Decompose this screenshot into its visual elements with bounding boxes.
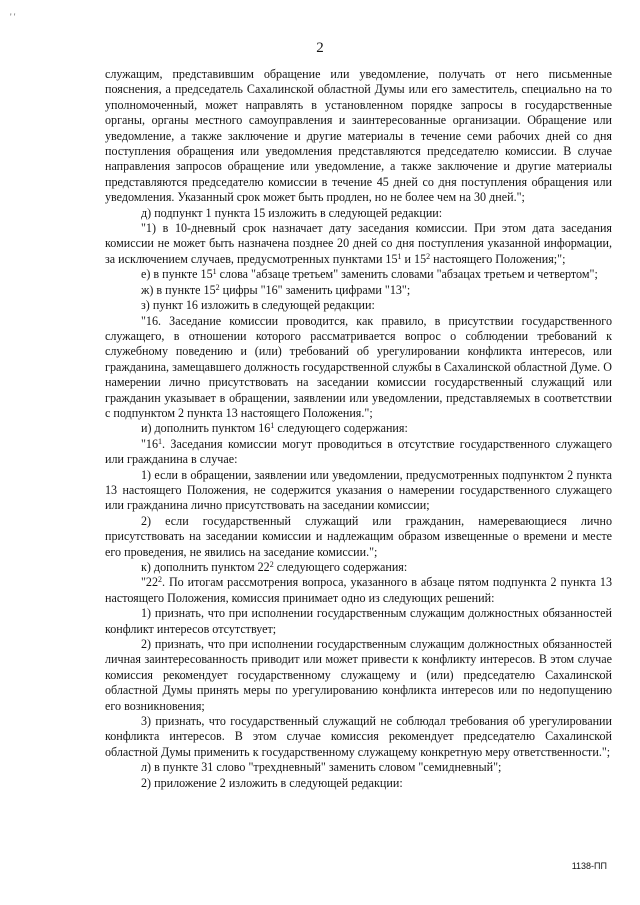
paragraph-continuation: служащим, представившим обращение или уведомление, получать от него письменные пояснения, а председатель Сахалинской областной Думы или его заместитель, специально на то уполномоченный, может направлять в установленном порядке запросы в государственные органы, органы местного самоуправления и заинтересованные организации. Обращение или уведомление, а также заключение и другие материалы в течение семи рабочих дней со дня поступления обращения или уведомления представляются председателю комиссии. В случае направления запросов обращение или уведомление, а также заключение и другие материалы представляются председателю комиссии в течение 45 дней со дня поступления обращения или уведомления. Указанный срок может быть продлен, но не более чем на 30 дней.";	[105, 67, 612, 205]
paragraph-e: е) в пункте $15^1$ слова "абзаце третьем" заменить словами "абзацах третьем и четвертом";	[141, 267, 598, 282]
paragraph-quote-1: "1) в 10-дневный срок назначает дату заседания комиссии. При этом дата заседания комиссии не может быть назначена позднее 20 дней со дня поступления указанной информации, за исключением случаев, предусмотренных пунктами $15^1$ и $15^2$ настоящего Положения;";	[105, 221, 612, 266]
paragraph-d: д) подпункт 1 пункта 15 изложить в следующей редакции:	[141, 205, 443, 220]
decision-item-3: 3) признать, что государственный служащий не соблюдал требования об урегулировании конфликта интересов. В этом случае комиссия рекомендует председателю Сахалинской областной Думы применить к государственному служащему конкретную меру ответственности.";	[105, 714, 612, 759]
page-number: 2	[316, 40, 324, 56]
decision-item-2: 2) признать, что при исполнении государственным служащим должностных обязанностей личная заинтересованность приводит или может привести к конфликту интересов. В этом случае комиссия рекомендует государственному служащему и (или) председателю Сахалинской областной Думы принять меры по урегулированию конфликта интересов или по недопущению его возникновения;	[105, 637, 612, 713]
document-body	[105, 67, 612, 791]
paragraph-l: л) в пункте 31 слово "трехдневный" заменить словом "семидневный";	[141, 760, 502, 775]
list-item-2: 2) если государственный служащий или гражданин, намеревающиеся лично присутствовать на заседании комиссии и надлежащим образом извещенные о времени и месте его проведения, не явились на заседание комиссии.";	[105, 513, 612, 559]
paragraph-zh: ж) в пункте $15^2$ цифры "16" заменить цифрами "13";	[141, 282, 411, 297]
paragraph-z: з) пункт 16 изложить в следующей редакции:	[141, 298, 375, 313]
decision-item-1: 1) признать, что при исполнении государственным служащим должностных обязанностей конфликт интересов отсутствует;	[105, 606, 612, 636]
paragraph-k: к) дополнить пунктом $22^2$ следующего содержания:	[141, 560, 408, 574]
list-item-1: 1) если в обращении, заявлении или уведомлении, предусмотренных подпунктом 2 пункта 13 настоящего Положения, не содержится указания о намерении государственного служащего или гражданина лично присутствовать на заседании комиссии;	[105, 467, 612, 513]
document-stamp: 1138-ПП	[571, 861, 607, 871]
paragraph-quote-22-2: "$22^2$. По итогам рассмотрения вопроса, указанного в абзаце пятом подпункта 2 пункта 13 настоящего Положения, комиссия принимает одно из следующих решений:	[105, 575, 612, 605]
corner-scan-mark: ' '	[10, 12, 16, 22]
paragraph-2: 2) приложение 2 изложить в следующей редакции:	[141, 775, 403, 790]
paragraph-quote-16: "16. Заседание комиссии проводится, как правило, в присутствии государственного служащего, в отношении которого рассматривается вопрос о соблюдении требований к служебному поведению и (или) требований об урегулировании конфликта интересов, или гражданина, замещавшего должность государственной службы в Сахалинской областной Думе. О намерении лично присутствовать на заседании комиссии государственный служащий или гражданин указывает в обращении, заявлении или уведомлении, представляемых в соответствии с подпунктом 2 пункта 13 настоящего Положения.";	[105, 313, 612, 420]
paragraph-i: и) дополнить пунктом $16^1$ следующего содержания:	[141, 421, 408, 436]
paragraph-quote-16-1: "$16^1$. Заседания комиссии могут проводиться в отсутствие государственного служащего или гражданина в случае:	[105, 436, 612, 467]
